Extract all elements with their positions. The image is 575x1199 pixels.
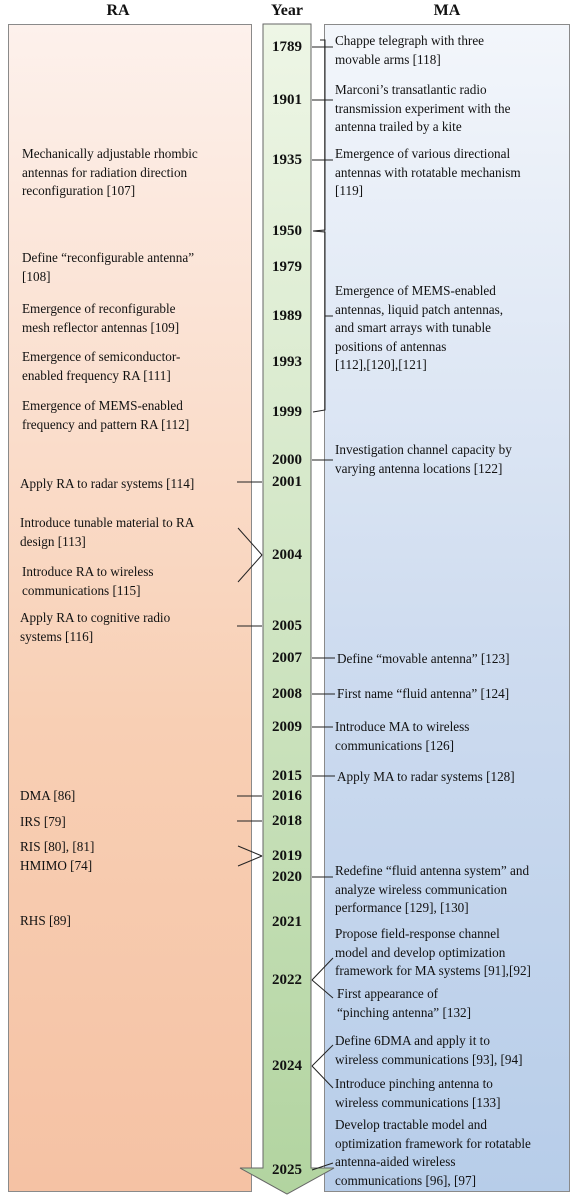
bracket-1789-1950 bbox=[313, 40, 325, 412]
event-line: “pinching antenna” [132] bbox=[337, 1004, 472, 1020]
event-line: and smart arrays with tunable bbox=[335, 320, 492, 335]
event-line: antenna trailed by a kite bbox=[335, 119, 462, 134]
year-label-2005: 2005 bbox=[272, 618, 302, 634]
event-line: DMA [86] bbox=[20, 788, 76, 803]
event-line: performance [129], [130] bbox=[335, 900, 469, 915]
year-label-2016: 2016 bbox=[272, 788, 302, 804]
event-line: Introduce RA to wireless bbox=[22, 564, 154, 579]
event-line: Emergence of various directional bbox=[335, 146, 511, 161]
event-line: Develop tractable model and bbox=[335, 1117, 487, 1132]
event-line: positions of antennas bbox=[335, 338, 447, 354]
connector-ra-2004a bbox=[238, 528, 262, 555]
event-line: Emergence of reconfigurable bbox=[22, 301, 176, 316]
event-line: wireless communications [133] bbox=[335, 1094, 501, 1110]
event-line: Chappe telegraph with three bbox=[335, 33, 485, 48]
event-line: Emergence of MEMS-enabled bbox=[335, 283, 496, 298]
event-line: varying antenna locations [122] bbox=[335, 460, 503, 476]
connector-ra-2019b bbox=[238, 856, 262, 866]
event-line: antennas for radiation direction bbox=[22, 164, 188, 180]
year-label-1989: 1989 bbox=[272, 308, 302, 324]
event-line: systems [116] bbox=[20, 628, 94, 644]
event-line: Marconi’s transatlantic radio bbox=[335, 82, 487, 97]
event-line: [112],[120],[121] bbox=[335, 357, 427, 372]
event-line: Introduce pinching antenna to bbox=[335, 1076, 493, 1091]
year-label-2001: 2001 bbox=[272, 474, 302, 490]
year-label-2015: 2015 bbox=[272, 768, 302, 784]
year-label-2000: 2000 bbox=[272, 452, 302, 468]
event-line: design [113] bbox=[20, 533, 86, 549]
year-label-1789: 1789 bbox=[272, 39, 302, 55]
ma-header: MA bbox=[433, 2, 461, 19]
connector-ma-2022b bbox=[312, 980, 333, 998]
connector-ma-2024b bbox=[312, 1066, 333, 1088]
year-label-2019: 2019 bbox=[272, 848, 302, 864]
event-line: communications [126] bbox=[335, 737, 455, 753]
year-label-2004: 2004 bbox=[272, 547, 302, 563]
event-line: IRS [79] bbox=[20, 814, 66, 829]
event-line: communications [115] bbox=[22, 582, 141, 598]
connector-ra-2004b bbox=[238, 555, 262, 582]
event-line: transmission experiment with the bbox=[335, 100, 511, 116]
connector-ra-2019a bbox=[238, 846, 262, 856]
year-label-2008: 2008 bbox=[272, 686, 302, 702]
event-line: Investigation channel capacity by bbox=[335, 442, 512, 457]
event-line: Apply RA to radar systems [114] bbox=[20, 476, 195, 491]
event-line: Define “movable antenna” [123] bbox=[337, 651, 510, 666]
event-line: Define 6DMA and apply it to bbox=[335, 1033, 490, 1048]
event-line: Introduce tunable material to RA bbox=[20, 515, 195, 530]
year-label-1935: 1935 bbox=[272, 152, 302, 168]
event-line: Propose field-response channel bbox=[335, 926, 500, 941]
event-line: mesh reflector antennas [109] bbox=[22, 319, 180, 335]
event-line: antenna-aided wireless bbox=[335, 1154, 456, 1169]
event-line: optimization framework for rotatable bbox=[335, 1135, 531, 1151]
event-line: RIS [80], [81] bbox=[20, 839, 95, 854]
year-label-1979: 1979 bbox=[272, 259, 302, 275]
event-line: Define “reconfigurable antenna” bbox=[22, 250, 195, 265]
ra-header: RA bbox=[106, 2, 130, 19]
event-line: Apply RA to cognitive radio bbox=[20, 610, 171, 625]
event-line: enabled frequency RA [111] bbox=[22, 367, 171, 383]
event-line: frequency and pattern RA [112] bbox=[22, 416, 190, 432]
event-line: First appearance of bbox=[337, 986, 439, 1001]
year-label-2018: 2018 bbox=[272, 813, 302, 829]
event-line: Emergence of semiconductor- bbox=[22, 349, 181, 364]
year-label-2007: 2007 bbox=[272, 650, 302, 666]
event-line: Mechanically adjustable rhombic bbox=[22, 146, 198, 161]
event-line: First name “fluid antenna” [124] bbox=[337, 686, 510, 701]
connector-ma-2024a bbox=[312, 1045, 333, 1066]
event-line: analyze wireless communication bbox=[335, 881, 508, 897]
event-line: HMIMO [74] bbox=[20, 858, 93, 873]
connector-ma-2022a bbox=[312, 958, 333, 980]
event-line: [119] bbox=[335, 183, 364, 198]
event-line: RHS [89] bbox=[20, 913, 71, 928]
year-label-1950: 1950 bbox=[272, 223, 302, 239]
year-label-2020: 2020 bbox=[272, 869, 302, 885]
year-label-2009: 2009 bbox=[272, 719, 302, 735]
year-label-2022: 2022 bbox=[272, 972, 302, 988]
event-line: Redefine “fluid antenna system” and bbox=[335, 863, 530, 878]
event-line: wireless communications [93], [94] bbox=[335, 1051, 523, 1067]
event-line: model and develop optimization bbox=[335, 944, 506, 960]
event-line: reconfiguration [107] bbox=[22, 183, 136, 198]
year-header: Year bbox=[271, 2, 303, 19]
event-line: framework for MA systems [91],[92] bbox=[335, 963, 531, 978]
year-label-2025: 2025 bbox=[272, 1162, 302, 1178]
event-line: movable arms [118] bbox=[335, 51, 441, 67]
year-label-2024: 2024 bbox=[272, 1058, 302, 1074]
event-line: antennas with rotatable mechanism bbox=[335, 164, 521, 180]
year-label-1999: 1999 bbox=[272, 404, 302, 420]
year-label-2021: 2021 bbox=[272, 914, 302, 930]
event-line: Emergence of MEMS-enabled bbox=[22, 398, 183, 413]
event-line: Introduce MA to wireless bbox=[335, 719, 470, 734]
event-line: [108] bbox=[22, 268, 51, 284]
connector-ma-2025 bbox=[312, 1163, 333, 1170]
event-line: Apply MA to radar systems [128] bbox=[337, 769, 515, 784]
year-label-1993: 1993 bbox=[272, 354, 302, 370]
event-line: antennas, liquid patch antennas, bbox=[335, 301, 504, 317]
year-label-1901: 1901 bbox=[272, 92, 302, 108]
event-line: communications [96], [97] bbox=[335, 1172, 476, 1188]
